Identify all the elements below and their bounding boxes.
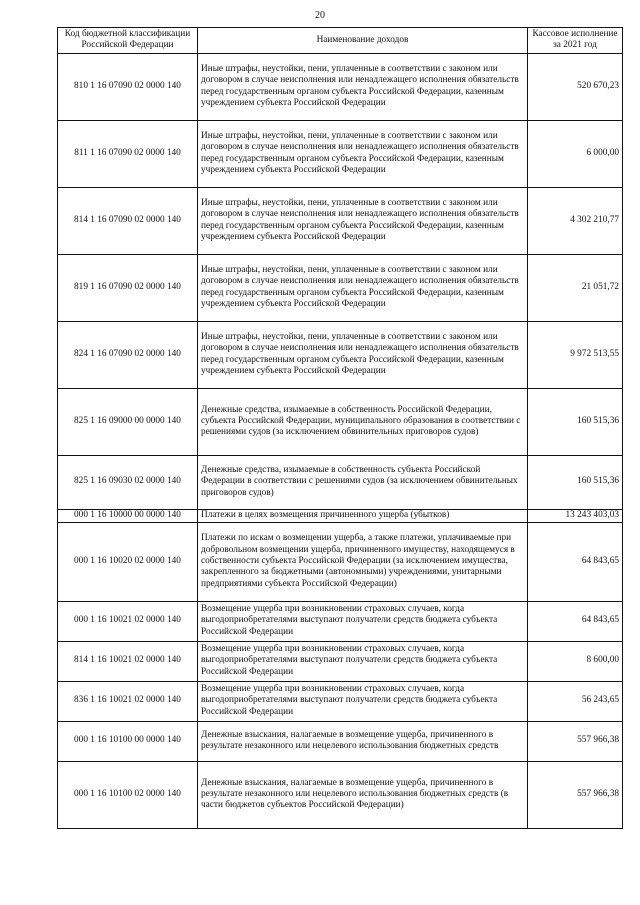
- row-name: Возмещение ущерба при возникновении страховых случаев, когда выгодоприобретателями выступают получатели средств бюджета субъекта Российской Федерации: [198, 641, 528, 681]
- row-amount: 520 670,23: [528, 53, 623, 120]
- row-code: 000 1 16 10020 02 0000 140: [58, 522, 198, 601]
- row-amount: 6 000,00: [528, 120, 623, 187]
- row-amount: 160 515,36: [528, 388, 623, 455]
- row-code: 814 1 16 07090 02 0000 140: [58, 187, 198, 254]
- row-code: 825 1 16 09030 02 0000 140: [58, 455, 198, 509]
- row-code: 811 1 16 07090 02 0000 140: [58, 120, 198, 187]
- header-code: Код бюджетной классификации Российской Федерации: [58, 28, 198, 54]
- header-name: Наименование доходов: [198, 28, 528, 54]
- row-name: Денежные средства, изымаемые в собственность субъекта Российской Федерации в соответствии с решениями судов (за исключением обвинительных приговоров судов): [198, 455, 528, 509]
- row-name: Денежные взыскания, налагаемые в возмещение ущерба, причиненного в результате незаконного или нецелевого использования бюджетных средств (в части бюджетов субъектов Российской Федерации): [198, 761, 528, 828]
- row-amount: 4 302 210,77: [528, 187, 623, 254]
- row-amount: 9 972 513,55: [528, 321, 623, 388]
- row-name: Иные штрафы, неустойки, пени, уплаченные в соответствии с законом или договором в случае неисполнения или ненадлежащего исполнения обязательств перед государственным органом субъекта Российской Федерации, казенным учреждением субъекта Российской Федерации: [198, 321, 528, 388]
- row-name: Денежные средства, изымаемые в собственность Российской Федерации, субъекта Российской Федерации, муниципального образования в соответствии с решениями судов (за исключением обвинительных приговоров судов): [198, 388, 528, 455]
- row-amount: 160 515,36: [528, 455, 623, 509]
- table-row: [58, 641, 623, 681]
- row-name: Денежные взыскания, налагаемые в возмещение ущерба, причиненного в результате незаконного или нецелевого использования бюджетных средств: [198, 721, 528, 761]
- table-row: [58, 321, 623, 388]
- row-amount: 557 966,38: [528, 721, 623, 761]
- row-code: 819 1 16 07090 02 0000 140: [58, 254, 198, 321]
- row-amount: 56 243,65: [528, 681, 623, 721]
- table-row: [58, 522, 623, 601]
- table-row: [58, 509, 623, 522]
- row-amount: 64 843,65: [528, 522, 623, 601]
- revenue-table: [57, 27, 623, 829]
- row-name: Иные штрафы, неустойки, пени, уплаченные в соответствии с законом или договором в случае неисполнения или ненадлежащего исполнения обязательств перед государственным органом субъекта Российской Федерации, казенным учреждением субъекта Российской Федерации: [198, 254, 528, 321]
- table-row: [58, 254, 623, 321]
- row-amount: 557 966,38: [528, 761, 623, 828]
- table-row: [58, 120, 623, 187]
- table-row: [58, 388, 623, 455]
- row-name: Иные штрафы, неустойки, пени, уплаченные в соответствии с законом или договором в случае неисполнения или ненадлежащего исполнения обязательств перед государственным органом субъекта Российской Федерации, казенным учреждением субъекта Российской Федерации: [198, 53, 528, 120]
- row-code: 000 1 16 10100 00 0000 140: [58, 721, 198, 761]
- row-name: Платежи по искам о возмещении ущерба, а также платежи, уплачиваемые при добровольном возмещении ущерба, причиненного имуществу, находящемуся в собственности субъекта Российской Федерации (за исключением имущества, закрепленного за бюджетными (автономными) учреждениями, унитарными предприятиями субъекта Российской Федерации): [198, 522, 528, 601]
- page-number: 20: [315, 10, 325, 21]
- row-name: Платежи в целях возмещения причиненного ущерба (убытков): [198, 509, 528, 522]
- row-name: Возмещение ущерба при возникновении страховых случаев, когда выгодоприобретателями выступают получатели средств бюджета субъекта Российской Федерации: [198, 681, 528, 721]
- row-code: 000 1 16 10100 02 0000 140: [58, 761, 198, 828]
- row-name: Иные штрафы, неустойки, пени, уплаченные в соответствии с законом или договором в случае неисполнения или ненадлежащего исполнения обязательств перед государственным органом субъекта Российской Федерации, казенным учреждением субъекта Российской Федерации: [198, 187, 528, 254]
- row-code: 000 1 16 10000 00 0000 140: [58, 509, 198, 522]
- row-code: 810 1 16 07090 02 0000 140: [58, 53, 198, 120]
- row-code: 814 1 16 10021 02 0000 140: [58, 641, 198, 681]
- row-amount: 21 051,72: [528, 254, 623, 321]
- table-row: [58, 721, 623, 761]
- row-code: 836 1 16 10021 02 0000 140: [58, 681, 198, 721]
- table-row: [58, 455, 623, 509]
- row-code: 000 1 16 10021 02 0000 140: [58, 601, 198, 641]
- row-amount: 64 843,65: [528, 601, 623, 641]
- row-amount: 13 243 403,03: [528, 509, 623, 522]
- header-amount: Кассовое исполнение за 2021 год: [528, 28, 623, 54]
- row-code: 825 1 16 09000 00 0000 140: [58, 388, 198, 455]
- table-row: [58, 601, 623, 641]
- table-row: [58, 681, 623, 721]
- table-row: [58, 187, 623, 254]
- row-amount: 8 600,00: [528, 641, 623, 681]
- table-row: [58, 53, 623, 120]
- table-row: [58, 761, 623, 828]
- row-name: Возмещение ущерба при возникновении страховых случаев, когда выгодоприобретателями выступают получатели средств бюджета субъекта Российской Федерации: [198, 601, 528, 641]
- table-header-row: [58, 28, 623, 54]
- row-code: 824 1 16 07090 02 0000 140: [58, 321, 198, 388]
- row-name: Иные штрафы, неустойки, пени, уплаченные в соответствии с законом или договором в случае неисполнения или ненадлежащего исполнения обязательств перед государственным органом субъекта Российской Федерации, казенным учреждением субъекта Российской Федерации: [198, 120, 528, 187]
